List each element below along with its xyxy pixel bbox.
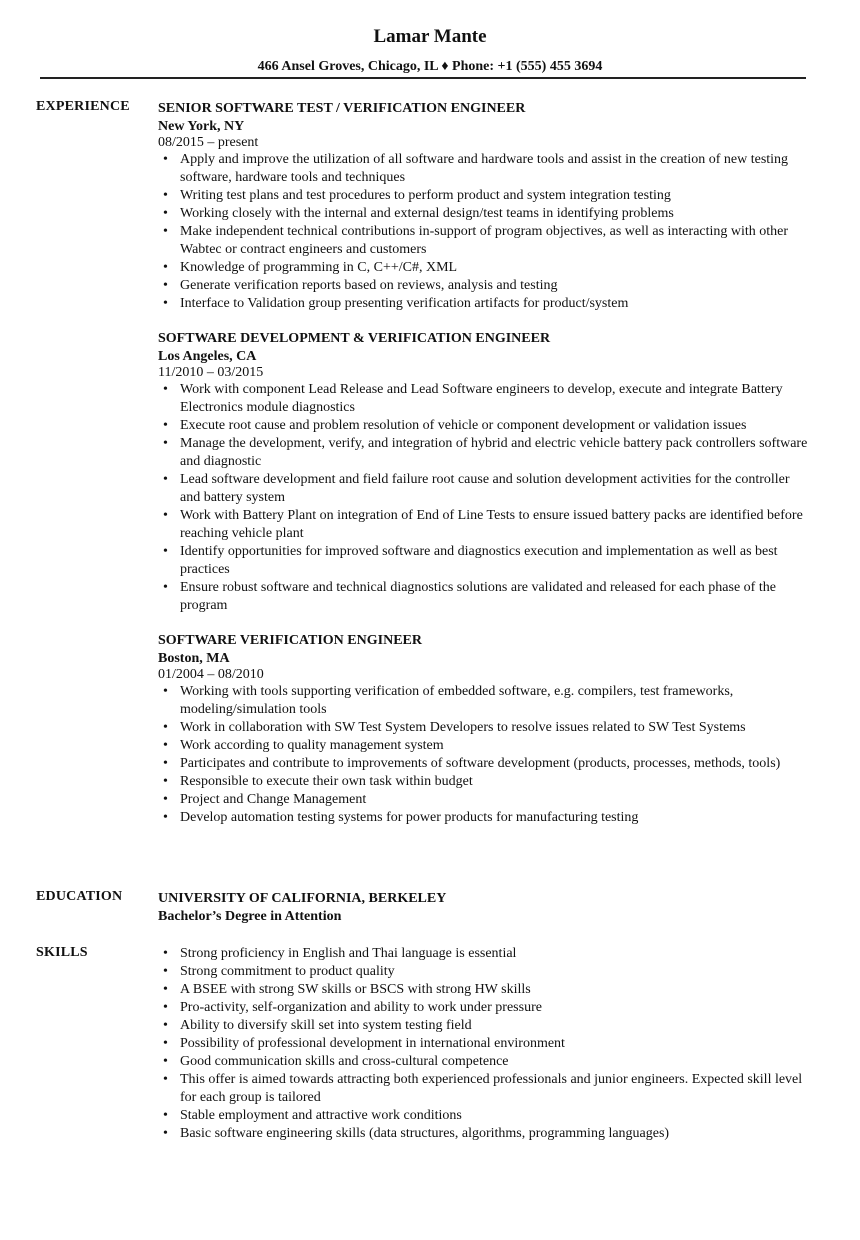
job-dates: 11/2010 – 03/2015 bbox=[158, 365, 264, 380]
experience-list bbox=[158, 99, 808, 843]
job-dates: 01/2004 – 08/2010 bbox=[158, 667, 264, 682]
section-label-skills: SKILLS bbox=[36, 945, 88, 960]
list-item: • Make independent technical contributions in-support of program objectives, as well as interacting with other Wabtec or contract engineers and customers bbox=[180, 223, 808, 259]
list-item: • Responsible to execute their own task within budget bbox=[180, 773, 808, 791]
list-item: • A BSEE with strong SW skills or BSCS with strong HW skills bbox=[180, 981, 808, 999]
list-item: • Lead software development and field failure root cause and solution development activities for the controller and battery system bbox=[180, 471, 808, 507]
job-bullets bbox=[158, 683, 808, 827]
contact-line: 466 Ansel Groves, Chicago, IL ♦ Phone: +1 (555) 455 3694 bbox=[257, 59, 603, 74]
list-item: • Work in collaboration with SW Test System Developers to resolve issues related to SW Test Systems bbox=[180, 719, 808, 737]
list-item: • Working with tools supporting verification of embedded software, e.g. compilers, test frameworks, modeling/simulation tools bbox=[180, 683, 808, 719]
job-location: Boston, MA bbox=[158, 651, 230, 666]
school-name: UNIVERSITY OF CALIFORNIA, BERKELEY bbox=[158, 891, 447, 906]
list-item: • Writing test plans and test procedures to perform product and system integration testing bbox=[180, 187, 808, 205]
job-location: New York, NY bbox=[158, 119, 245, 134]
list-item: • Participates and contribute to improvements of software development (products, processes, methods, tools) bbox=[180, 755, 808, 773]
list-item: • Good communication skills and cross-cultural competence bbox=[180, 1053, 808, 1071]
job-entry bbox=[158, 631, 808, 827]
skills-list bbox=[158, 945, 808, 1143]
list-item: • Basic software engineering skills (data structures, algorithms, programming languages) bbox=[180, 1125, 808, 1143]
list-item: • Strong proficiency in English and Thai language is essential bbox=[180, 945, 808, 963]
list-item: • Working closely with the internal and external design/test teams in identifying problems bbox=[180, 205, 808, 223]
list-item: • This offer is aimed towards attracting both experienced professionals and junior engineers. Expected skill level for each group is tailored bbox=[180, 1071, 808, 1107]
job-location: Los Angeles, CA bbox=[158, 349, 257, 364]
job-title: SOFTWARE DEVELOPMENT & VERIFICATION ENGINEER bbox=[158, 331, 551, 346]
skill-bullets bbox=[158, 945, 808, 1143]
list-item: • Work with Battery Plant on integration of End of Line Tests to ensure issued battery packs are identified before reaching vehicle plant bbox=[180, 507, 808, 543]
header-divider bbox=[40, 77, 806, 79]
job-entry bbox=[158, 329, 808, 615]
degree: Bachelor’s Degree in Attention bbox=[158, 909, 342, 924]
list-item: • Execute root cause and problem resolution of vehicle or component development or validation issues bbox=[180, 417, 808, 435]
job-title: SOFTWARE VERIFICATION ENGINEER bbox=[158, 633, 422, 648]
job-bullets bbox=[158, 151, 808, 313]
list-item: • Generate verification reports based on reviews, analysis and testing bbox=[180, 277, 808, 295]
list-item: • Interface to Validation group presenting verification artifacts for product/system bbox=[180, 295, 808, 313]
list-item: • Strong commitment to product quality bbox=[180, 963, 808, 981]
list-item: • Knowledge of programming in C, C++/C#, XML bbox=[180, 259, 808, 277]
list-item: • Pro-activity, self-organization and ability to work under pressure bbox=[180, 999, 808, 1017]
job-bullets bbox=[158, 381, 808, 615]
job-entry bbox=[158, 99, 808, 313]
education-entry bbox=[158, 889, 808, 925]
list-item: • Identify opportunities for improved software and diagnostics execution and implementation as well as best practices bbox=[180, 543, 808, 579]
list-item: • Stable employment and attractive work conditions bbox=[180, 1107, 808, 1125]
section-label-education: EDUCATION bbox=[36, 889, 123, 904]
resume-header bbox=[0, 0, 860, 75]
list-item: • Ensure robust software and technical diagnostics solutions are validated and released for each phase of the program bbox=[180, 579, 808, 615]
section-label-experience: EXPERIENCE bbox=[36, 99, 130, 114]
job-title: SENIOR SOFTWARE TEST / VERIFICATION ENGINEER bbox=[158, 101, 526, 116]
list-item: • Develop automation testing systems for power products for manufacturing testing bbox=[180, 809, 808, 827]
list-item: • Apply and improve the utilization of all software and hardware tools and assist in the creation of new testing software, hardware tools and techniques bbox=[180, 151, 808, 187]
list-item: • Work with component Lead Release and Lead Software engineers to develop, execute and integrate Battery Electronics module diagnostics bbox=[180, 381, 808, 417]
list-item: • Ability to diversify skill set into system testing field bbox=[180, 1017, 808, 1035]
job-dates: 08/2015 – present bbox=[158, 135, 259, 150]
list-item: • Possibility of professional development in international environment bbox=[180, 1035, 808, 1053]
list-item: • Manage the development, verify, and integration of hybrid and electric vehicle battery pack controllers software and diagnostic bbox=[180, 435, 808, 471]
candidate-name: Lamar Mante bbox=[373, 26, 487, 47]
list-item: • Work according to quality management system bbox=[180, 737, 808, 755]
list-item: • Project and Change Management bbox=[180, 791, 808, 809]
